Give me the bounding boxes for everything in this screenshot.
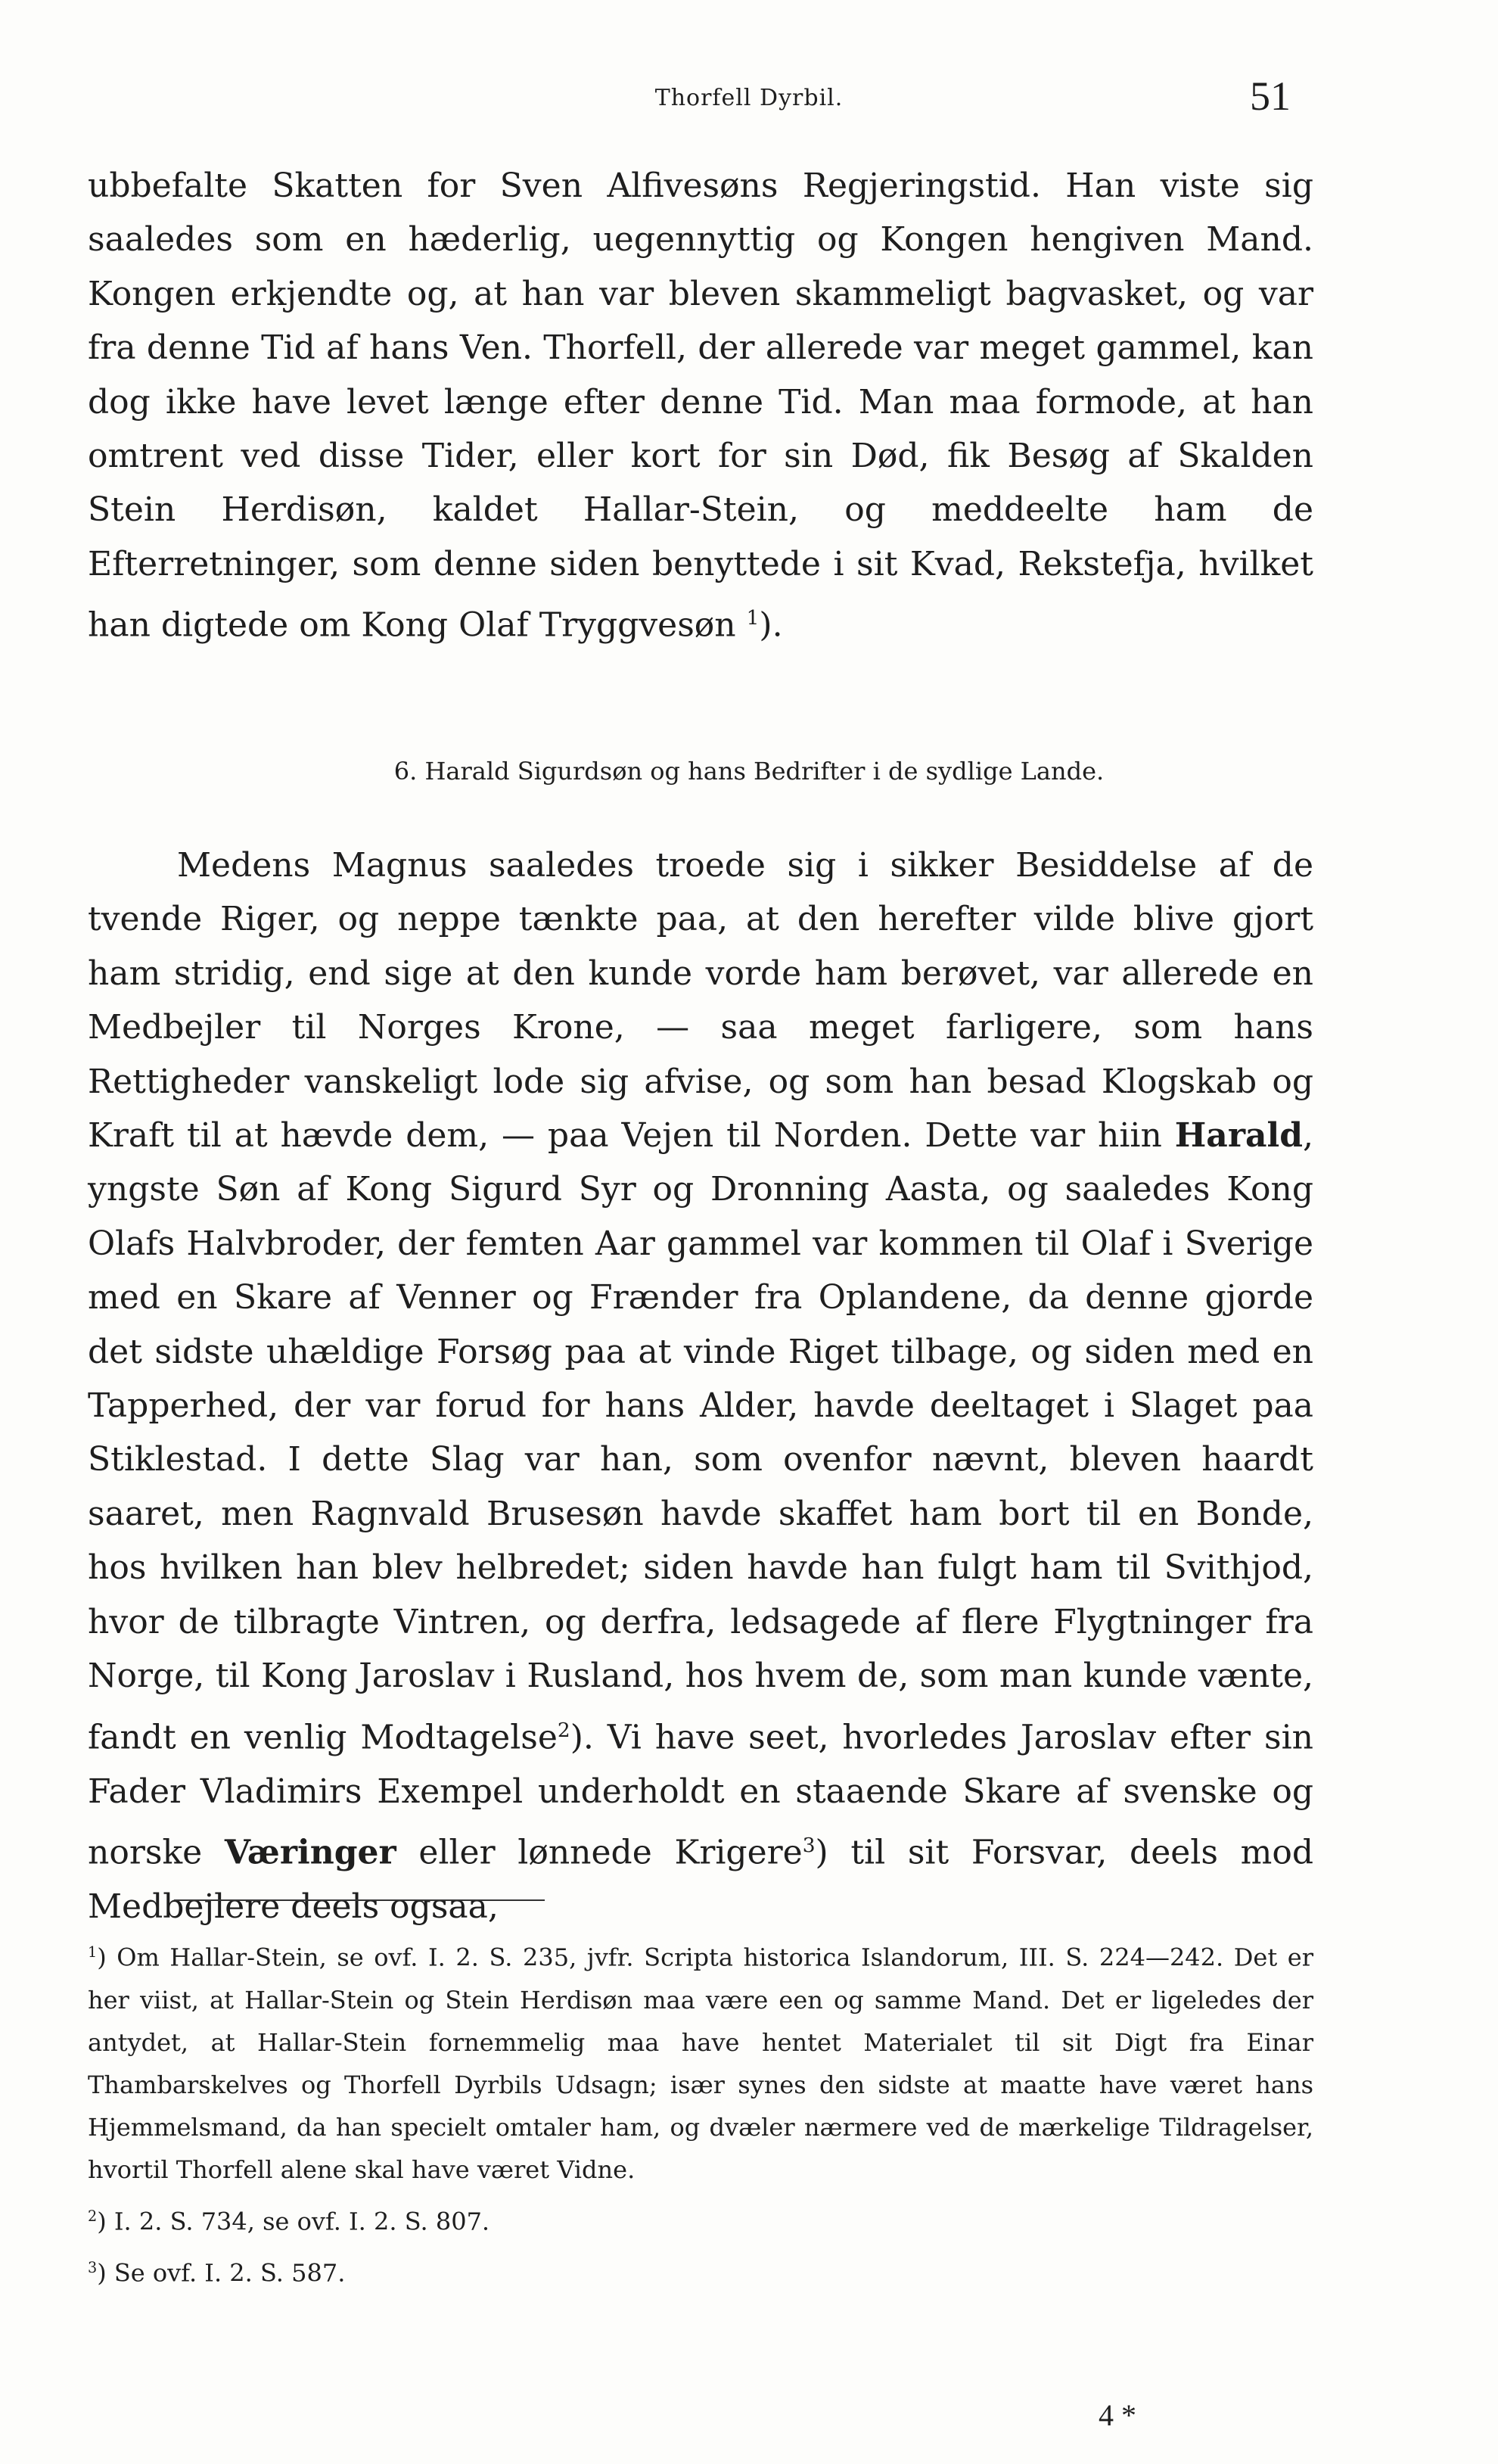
footnote-3-text: ) Se ovf. I. 2. S. 587. [97,2258,346,2288]
running-title: Thorfell Dyrbil. [654,85,844,111]
section-heading: 6. Harald Sigurdsøn og hans Bedrifter i de sydlige Lande. [393,757,1105,786]
paragraph-2-part-a: Medens Magnus saaledes troede sig i sikker Besiddelse af de tvende Riger, og neppe tænkte paa, at den herefter vilde blive gjort ham stridig, end sige at den kunde vorde ham berøvet, var allerede en Medbejler til Norges Krone, — saa meget farligere, som hans Rettigheder vanskeligt lode sig afvise, og som han besad Klogskab og Kraft til at hævde dem, — paa Vejen til Norden. Dette var hiin [88,846,1313,1156]
paragraph-2-part-b: , yngste Søn af Kong Sigurd Syr og Dronning Aasta, og saaledes Kong Olafs Halvbroder, der femten Aar gammel var kommen til Olaf i Sverige med en Skare af Venner og Frænder fra Oplandene, da denne gjorde det sidste uhældige Forsøg paa at vinde Riget tilbage, og siden med en Tapperhed, der var forud for hans Alder, havde deeltaget i Slaget paa Stiklestad. I dette Slag var han, som ovenfor nævnt, bleven haardt saaret, men Ragnvald Brusesøn havde skaffet ham bort til en Bonde, hos hvilken han blev helbredet; siden havde han fulgt ham til Svithjod, hvor de tilbragte Vintren, og derfra, ledsagede af flere Flygtninger fra Norge, til Kong Jaroslav i Rusland, hos hvem de, som man kunde vænte, fandt en venlig Modtagelse [88,1116,1313,1757]
paragraph-1-text: ubbefalte Skatten for Sven Alfivesøns Regjeringstid. Han viste sig saaledes som en hæderlig, uegennyttig og Kongen hengiven Mand. Kongen erkjendte og, at han var bleven skammeligt bagvasket, og var fra denne Tid af hans Ven. Thorfell, der allerede var meget gammel, kan dog ikke have levet længe efter denne Tid. Man maa formode, at han omtrent ved disse Tider, eller kort for sin Død, fik Besøg af Skalden Stein Herdisøn, kaldet Hallar-Stein, og meddeelte ham de Efterretninger, som denne siden benyttede i sit Kvad, Rekstefja, hvilket han digtede om Kong Olaf Tryggvesøn [88,166,1313,645]
footnote-divider [174,1899,545,1901]
footnote-2 [88,2195,1313,2243]
paragraph-2-part-e: ) til sit Forsvar, deels mod Medbejlere deels ogsaa, [88,1833,1313,1927]
paragraph-2-part-d: eller lønnede Krigere [396,1833,803,1872]
footnote-1-mark: 1 [88,1943,98,1961]
paragraph-1-end: ). [759,605,783,645]
footnote-1 [88,1931,1313,2191]
footnote-ref-2[interactable]: 2 [557,1718,570,1742]
footnote-2-text: ) I. 2. S. 734, se ovf. I. 2. S. 807. [97,2207,490,2236]
footnote-3-mark: 3 [88,2259,98,2277]
footnote-2-mark: 2 [88,2207,98,2225]
paragraph-2 [88,838,1313,1934]
paragraph-1 [88,159,1313,652]
signature-mark: 4 * [1099,2398,1136,2432]
term-vaeringer: Væringer [224,1833,396,1872]
page-number: 51 [1250,73,1291,119]
footnotes [88,1931,1313,2299]
footnote-3 [88,2247,1313,2294]
footnote-ref-1[interactable]: 1 [746,606,760,630]
paragraph-2-part-c: ). Vi have seet, hvorledes Jaroslav efter sin Fader Vladimirs Exempel underholdt en staaende Skare af svenske og norske [88,1718,1314,1872]
footnote-1-text: ) Om Hallar-Stein, se ovf. I. 2. S. 235, jvfr. Scripta historica Islandorum, III. S. 224—242. Det er her viist, at Hallar-Stein og Stein Herdisøn maa være een og samme Mand. Det er ligeledes der antydet, at Hallar-Stein fornemmelig maa have hentet Materialet til sit Digt fra Einar Thambarskelves og Thorfell Dyrbils Udsagn; især synes den sidste at maatte have været hans Hjemmelsmand, da han specielt omtaler ham, og dvæler nærmere ved de mærkelige Tildragelser, hvortil Thorfell alene skal have været Vidne. [88,1943,1313,2184]
footnote-ref-3[interactable]: 3 [802,1833,816,1857]
name-harald: Harald [1174,1116,1303,1156]
